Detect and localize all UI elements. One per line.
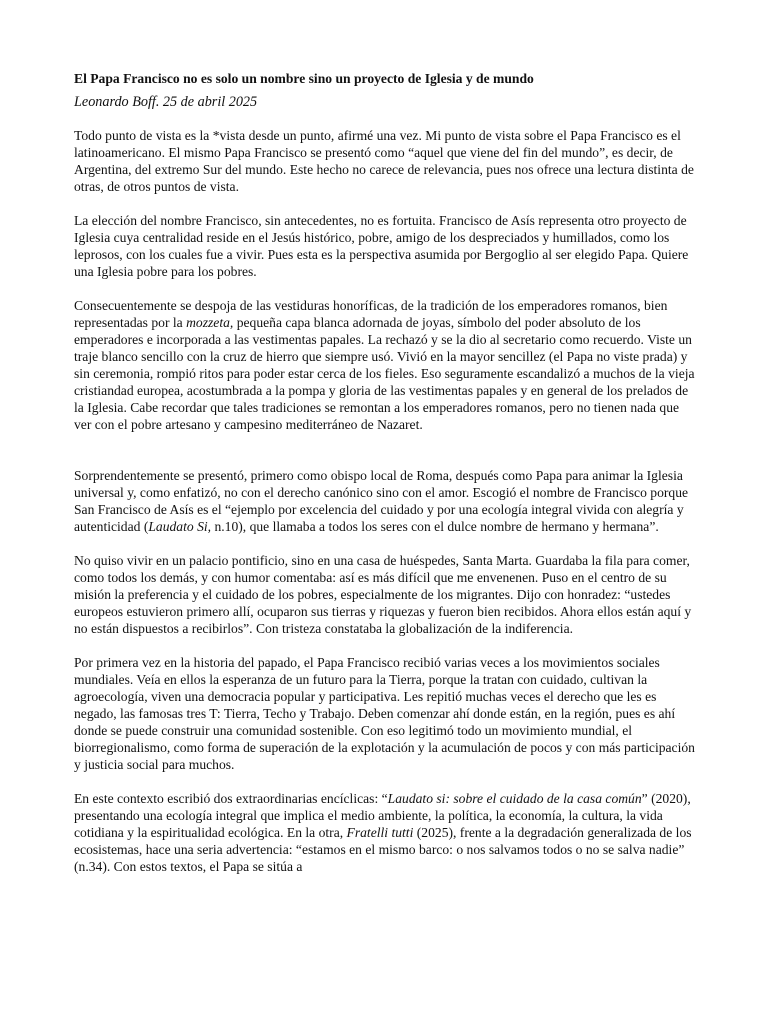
paragraph-3-text-a: Consecuentemente se despoja de las vestiduras honoríficas, de la tradición de los emperadores romanos, bien representadas por la [74, 298, 668, 330]
document-title: El Papa Francisco no es solo un nombre sino un proyecto de Iglesia y de mundo [74, 71, 534, 86]
paragraph-7-italic-encyclical-2: Fratelli tutti [346, 825, 414, 840]
paragraph-7-italic-encyclical-1: Laudato si: sobre el cuidado de la casa común [387, 791, 642, 806]
paragraph-7 [74, 790, 696, 875]
paragraph-2: La elección del nombre Francisco, sin antecedentes, no es fortuita. Francisco de Asís representa otro proyecto de Iglesia cuya centralidad reside en el Jesús histórico, pobre, amigo de los despreciados y humillados, como los leprosos, con los cuales fue a vivir. Pues esta es la perspectiva asumida por Bergoglio al ser elegido Papa. Quiere una Iglesia pobre para los pobres. [74, 213, 689, 279]
paragraph-3 [74, 297, 696, 433]
paragraph-6: Por primera vez en la historia del papado, el Papa Francisco recibió varias veces a los movimientos sociales mundiales. Veía en ellos la esperanza de un futuro para la Tierra, porque la tratan con cuidado, cultivan la agroecología, viven una democracia popular y participativa. Les repitió muchas veces el derecho que les es negado, las famosas tres T: Tierra, Techo y Trabajo. Deben comenzar ahí donde están, en la región, pues es ahí donde se puede construir una comunidad sostenible. Con eso legitimó todo un movimiento mundial, el biorregionalismo, como forma de superación de la explotación y la acumulación de pocos y con más participación y justicia social para muchos. [74, 655, 695, 772]
paragraph-4-italic-ref: Laudato Si, [148, 519, 212, 534]
paragraph-4-text-a: Sorprendentemente se presentó, primero como obispo local de Roma, después como Papa para animar la Iglesia universal y, como enfatizó, no con el derecho canónico sino con el amor. Escogió el nombre de Francisco porque San Francisco de Asís es el “ejemplo por excelencia del cuidado y por una ecología integral vivida con alegría y autenticidad ( [74, 468, 689, 534]
paragraph-4-text-b: n.10), que llamaba a todos los seres con el dulce nombre de hermano y hermana”. [211, 519, 659, 534]
document-page [74, 70, 696, 892]
paragraph-7-text-a: En este contexto escribió dos extraordinarias encíclicas: “ [74, 791, 388, 806]
paragraph-7-text-b: ” (2020), presentando una ecología integral que implica el medio ambiente, la política, la economía, la cultura, la vida cotidiana y la espiritualidad ecológica. En la otra, [74, 791, 691, 840]
paragraph-1: Todo punto de vista es la *vista desde un punto, afirmé una vez. Mi punto de vista sobre el Papa Francisco es el latinoamericano. El mismo Papa Francisco se presentó como “aquel que viene del fin del mundo”, es decir, de Argentina, del extremo Sur del mundo. Este hecho no carece de relevancia, pues nos ofrece una lectura distinta de otras, de otros puntos de vista. [74, 128, 694, 194]
paragraph-3-text-b: pequeña capa blanca adornada de joyas, símbolo del poder absoluto de los emperadores e incorporada a las vestimentas papales. La rechazó y se la dio al secretario como recuerdo. Viste un traje blanco sencillo con la cruz de hierro que siempre usó. Vivió en la mayor sencillez (el Papa no viste prada) y sin ceremonia, rompió ritos para poder estar cerca de los fieles. Eso seguramente escandalizó a muchos de la vieja cristiandad europea, acostumbrada a la pompa y gloria de las vestimentas papales y en general de los prelados de la Iglesia. Cabe recordar que tales tradiciones se remontan a los emperadores romanos, pero no tienen nada que ver con el pobre artesano y campesino mediterráneo de Nazaret. [74, 315, 695, 432]
paragraph-5: No quiso vivir en un palacio pontificio, sino en una casa de huéspedes, Santa Marta. Guardaba la fila para comer, como todos los demás, y con humor comentaba: así es más difícil que me envenenen. Puso en el centro de su misión la preferencia y el cuidado de los pobres, especialmente de los migrantes. Dijo con honradez: “ustedes europeos estuvieron primero allí, ocuparon sus tierras y riquezas y fueron bien recibidos. Ahora ellos están aquí y no están dispuestos a recibirlos”. Con tristeza constataba la globalización de la indiferencia. [74, 553, 692, 636]
paragraph-7-text-c: (2025), frente a la degradación generalizada de los ecosistemas, hace una seria advertencia: “estamos en el mismo barco: o nos salvamos todos o no se salva nadie” (n.34). Con estos textos, el Papa se sitúa a [74, 825, 692, 874]
author-date-line: Leonardo Boff. 25 de abril 2025 [74, 94, 258, 110]
paragraph-3-italic-term: mozzeta, [186, 315, 234, 330]
paragraph-4 [74, 467, 696, 535]
